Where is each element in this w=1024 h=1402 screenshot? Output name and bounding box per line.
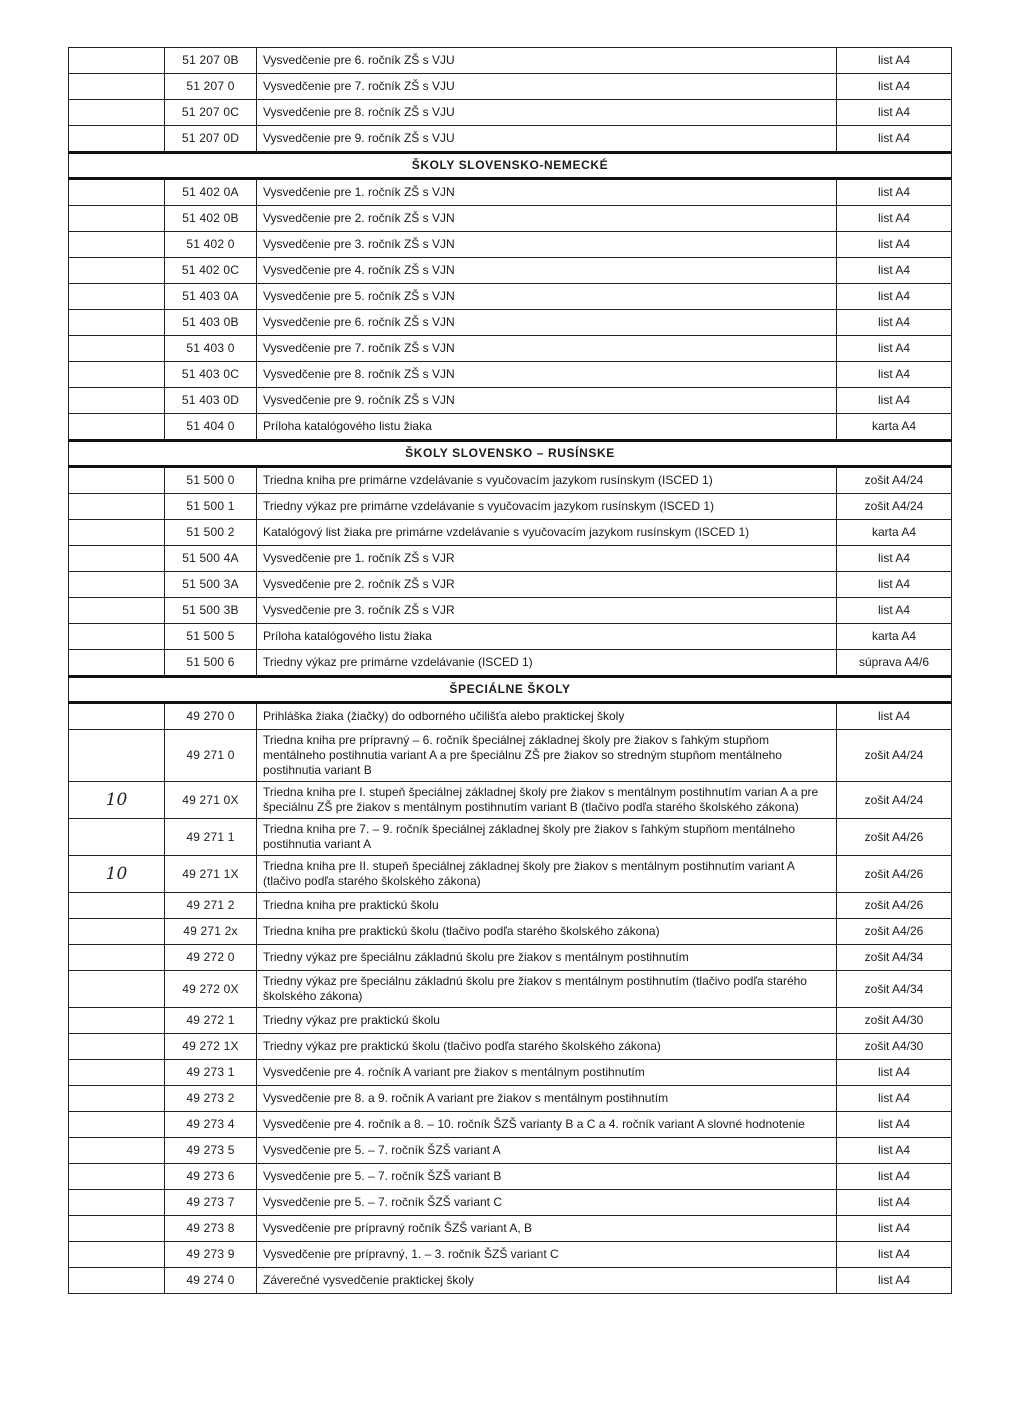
handwritten-mark: [69, 919, 165, 945]
table-row: [69, 100, 952, 126]
form-code: 49 270 0: [165, 703, 257, 730]
handwritten-mark: [69, 74, 165, 100]
form-code: 51 500 3A: [165, 572, 257, 598]
handwritten-mark: [69, 126, 165, 153]
form-code: 49 271 2x: [165, 919, 257, 945]
form-description: Príloha katalógového listu žiaka: [257, 624, 837, 650]
section-title: ŠPECIÁLNE ŠKOLY: [69, 677, 952, 703]
form-description: Vysvedčenie pre 9. ročník ZŠ s VJU: [257, 126, 837, 153]
form-format: list A4: [837, 1190, 952, 1216]
form-description: Vysvedčenie pre 6. ročník ZŠ s VJU: [257, 48, 837, 74]
table-row: [69, 1190, 952, 1216]
table-row: [69, 414, 952, 441]
form-code: 49 272 0X: [165, 971, 257, 1008]
form-code: 49 272 1X: [165, 1034, 257, 1060]
form-code: 49 271 1X: [165, 856, 257, 893]
table-row: [69, 1086, 952, 1112]
table-row: [69, 1008, 952, 1034]
form-description: Triedny výkaz pre špeciálnu základnú školu pre žiakov s mentálnym postihnutím (tlačivo podľa starého školského zákona): [257, 971, 837, 1008]
handwritten-mark: 10: [69, 782, 165, 819]
form-code: 51 500 0: [165, 467, 257, 494]
forms-catalog-body: [69, 48, 952, 1294]
table-row: [69, 1138, 952, 1164]
form-code: 51 404 0: [165, 414, 257, 441]
table-row: [69, 126, 952, 153]
form-format: karta A4: [837, 624, 952, 650]
form-format: zošit A4/26: [837, 919, 952, 945]
handwritten-mark: [69, 1112, 165, 1138]
form-format: list A4: [837, 1112, 952, 1138]
form-description: Vysvedčenie pre 5. – 7. ročník ŠZŠ variant A: [257, 1138, 837, 1164]
form-code: 51 403 0A: [165, 284, 257, 310]
table-row: [69, 179, 952, 206]
form-format: list A4: [837, 1216, 952, 1242]
form-format: list A4: [837, 598, 952, 624]
handwritten-mark: [69, 572, 165, 598]
table-row: [69, 1242, 952, 1268]
form-description: Vysvedčenie pre 2. ročník ZŠ s VJR: [257, 572, 837, 598]
form-code: 51 500 3B: [165, 598, 257, 624]
handwritten-mark: [69, 48, 165, 74]
handwritten-mark: [69, 1086, 165, 1112]
handwritten-mark: [69, 1138, 165, 1164]
form-code: 51 403 0C: [165, 362, 257, 388]
form-code: 49 273 1: [165, 1060, 257, 1086]
section-title: ŠKOLY SLOVENSKO-NEMECKÉ: [69, 153, 952, 179]
form-description: Triedny výkaz pre špeciálnu základnú školu pre žiakov s mentálnym postihnutím: [257, 945, 837, 971]
table-row: [69, 819, 952, 856]
form-format: zošit A4/30: [837, 1008, 952, 1034]
form-format: list A4: [837, 310, 952, 336]
form-description: Vysvedčenie pre 7. ročník ZŠ s VJN: [257, 336, 837, 362]
form-format: list A4: [837, 1164, 952, 1190]
form-code: 49 271 2: [165, 893, 257, 919]
form-description: Vysvedčenie pre 7. ročník ZŠ s VJU: [257, 74, 837, 100]
form-description: Vysvedčenie pre 1. ročník ZŠ s VJR: [257, 546, 837, 572]
handwritten-mark: [69, 179, 165, 206]
handwritten-mark: [69, 1268, 165, 1294]
table-row: [69, 971, 952, 1008]
form-format: zošit A4/30: [837, 1034, 952, 1060]
table-row: [69, 206, 952, 232]
form-code: 51 403 0: [165, 336, 257, 362]
form-format: list A4: [837, 48, 952, 74]
form-description: Triedna kniha pre primárne vzdelávanie s vyučovacím jazykom rusínskym (ISCED 1): [257, 467, 837, 494]
form-description: Triedna kniha pre 7. – 9. ročník špeciálnej základnej školy pre žiakov s ľahkým stupňom mentálneho postihnutia variant A: [257, 819, 837, 856]
table-row: [69, 945, 952, 971]
table-row: [69, 919, 952, 945]
table-row: [69, 494, 952, 520]
form-description: Vysvedčenie pre 8. a 9. ročník A variant pre žiakov s mentálnym postihnutím: [257, 1086, 837, 1112]
handwritten-mark: [69, 1060, 165, 1086]
form-code: 49 273 7: [165, 1190, 257, 1216]
handwritten-mark: [69, 362, 165, 388]
form-description: Triedny výkaz pre praktickú školu: [257, 1008, 837, 1034]
form-code: 49 271 1: [165, 819, 257, 856]
form-description: Vysvedčenie pre prípravný ročník ŠZŠ variant A, B: [257, 1216, 837, 1242]
form-format: list A4: [837, 546, 952, 572]
form-code: 49 272 1: [165, 1008, 257, 1034]
form-code: 51 207 0C: [165, 100, 257, 126]
form-format: súprava A4/6: [837, 650, 952, 677]
table-row: [69, 572, 952, 598]
form-description: Triedna kniha pre I. stupeň špeciálnej základnej školy pre žiakov s mentálnym postihnutím varian A a pre špeciálnu ZŠ pre žiakov s mentálnym postihnutím variant B (tlačivo podľa starého školského zákona): [257, 782, 837, 819]
form-format: zošit A4/24: [837, 467, 952, 494]
handwritten-mark: [69, 598, 165, 624]
table-row: [69, 388, 952, 414]
form-description: Triedny výkaz pre primárne vzdelávanie s vyučovacím jazykom rusínskym (ISCED 1): [257, 494, 837, 520]
form-code: 51 500 6: [165, 650, 257, 677]
table-row: [69, 467, 952, 494]
form-format: list A4: [837, 100, 952, 126]
form-description: Prihláška žiaka (žiačky) do odborného učilišťa alebo praktickej školy: [257, 703, 837, 730]
form-format: list A4: [837, 1086, 952, 1112]
form-format: zošit A4/26: [837, 856, 952, 893]
table-row: [69, 310, 952, 336]
table-row: [69, 893, 952, 919]
form-code: 51 403 0B: [165, 310, 257, 336]
form-description: Vysvedčenie pre 2. ročník ZŠ s VJN: [257, 206, 837, 232]
table-row: [69, 74, 952, 100]
handwritten-mark: [69, 730, 165, 782]
form-format: zošit A4/34: [837, 945, 952, 971]
form-format: zošit A4/24: [837, 782, 952, 819]
table-row: [69, 730, 952, 782]
form-code: 49 273 9: [165, 1242, 257, 1268]
form-format: list A4: [837, 1138, 952, 1164]
table-row: [69, 336, 952, 362]
table-row: [69, 232, 952, 258]
handwritten-mark: [69, 1164, 165, 1190]
form-description: Triedna kniha pre praktickú školu: [257, 893, 837, 919]
table-row: [69, 258, 952, 284]
table-row: [69, 1112, 952, 1138]
form-format: zošit A4/24: [837, 730, 952, 782]
handwritten-mark: [69, 1242, 165, 1268]
form-code: 49 273 2: [165, 1086, 257, 1112]
table-row: [69, 48, 952, 74]
form-format: list A4: [837, 1268, 952, 1294]
table-row: [69, 546, 952, 572]
form-format: list A4: [837, 336, 952, 362]
form-code: 49 273 8: [165, 1216, 257, 1242]
form-description: Vysvedčenie pre 3. ročník ZŠ s VJN: [257, 232, 837, 258]
table-row: [69, 1164, 952, 1190]
form-format: zošit A4/26: [837, 819, 952, 856]
forms-catalog-table: [68, 47, 952, 1294]
form-description: Vysvedčenie pre 3. ročník ZŠ s VJR: [257, 598, 837, 624]
form-format: karta A4: [837, 414, 952, 441]
handwritten-mark: [69, 520, 165, 546]
table-row: [69, 856, 952, 893]
handwritten-mark: [69, 945, 165, 971]
form-description: Vysvedčenie pre 5. ročník ZŠ s VJN: [257, 284, 837, 310]
form-description: Vysvedčenie pre 4. ročník a 8. – 10. ročník ŠZŠ varianty B a C a 4. ročník variant A slovné hodnotenie: [257, 1112, 837, 1138]
form-description: Triedna kniha pre praktickú školu (tlačivo podľa starého školského zákona): [257, 919, 837, 945]
table-row: [69, 624, 952, 650]
form-code: 51 500 4A: [165, 546, 257, 572]
form-description: Vysvedčenie pre prípravný, 1. – 3. ročník ŠZŠ variant C: [257, 1242, 837, 1268]
handwritten-mark: [69, 494, 165, 520]
form-format: list A4: [837, 572, 952, 598]
handwritten-mark: [69, 232, 165, 258]
form-format: list A4: [837, 258, 952, 284]
handwritten-mark: [69, 546, 165, 572]
form-code: 49 273 6: [165, 1164, 257, 1190]
form-format: zošit A4/34: [837, 971, 952, 1008]
form-code: 51 403 0D: [165, 388, 257, 414]
form-format: list A4: [837, 703, 952, 730]
handwritten-mark: [69, 893, 165, 919]
form-description: Príloha katalógového listu žiaka: [257, 414, 837, 441]
table-row: [69, 598, 952, 624]
form-description: Vysvedčenie pre 8. ročník ZŠ s VJU: [257, 100, 837, 126]
section-header-row: [69, 441, 952, 467]
handwritten-mark: [69, 414, 165, 441]
form-format: list A4: [837, 74, 952, 100]
table-row: [69, 782, 952, 819]
table-row: [69, 703, 952, 730]
table-row: [69, 284, 952, 310]
form-description: Vysvedčenie pre 1. ročník ZŠ s VJN: [257, 179, 837, 206]
form-format: list A4: [837, 1242, 952, 1268]
form-description: Vysvedčenie pre 6. ročník ZŠ s VJN: [257, 310, 837, 336]
table-row: [69, 520, 952, 546]
handwritten-mark: [69, 467, 165, 494]
form-description: Vysvedčenie pre 9. ročník ZŠ s VJN: [257, 388, 837, 414]
form-description: Triedny výkaz pre praktickú školu (tlačivo podľa starého školského zákona): [257, 1034, 837, 1060]
table-row: [69, 1268, 952, 1294]
form-description: Triedna kniha pre prípravný – 6. ročník špeciálnej základnej školy pre žiakov s ľahkým stupňom mentálneho postihnutia variant A a pre špeciálnu ZŠ pre žiakov so stredným stupňom mentálneho postihnutia variant B: [257, 730, 837, 782]
form-code: 49 272 0: [165, 945, 257, 971]
form-format: karta A4: [837, 520, 952, 546]
handwritten-mark: [69, 624, 165, 650]
section-header-row: [69, 153, 952, 179]
form-code: 51 402 0C: [165, 258, 257, 284]
form-format: list A4: [837, 362, 952, 388]
handwritten-mark: [69, 100, 165, 126]
form-format: list A4: [837, 232, 952, 258]
handwritten-mark: [69, 258, 165, 284]
form-code: 51 500 1: [165, 494, 257, 520]
form-description: Triedny výkaz pre primárne vzdelávanie (ISCED 1): [257, 650, 837, 677]
form-code: 49 273 4: [165, 1112, 257, 1138]
form-description: Vysvedčenie pre 4. ročník A variant pre žiakov s mentálnym postihnutím: [257, 1060, 837, 1086]
handwritten-mark: [69, 388, 165, 414]
handwritten-mark: [69, 971, 165, 1008]
form-description: Vysvedčenie pre 8. ročník ZŠ s VJN: [257, 362, 837, 388]
form-code: 49 273 5: [165, 1138, 257, 1164]
form-code: 49 271 0X: [165, 782, 257, 819]
handwritten-mark: [69, 1034, 165, 1060]
handwritten-mark: [69, 819, 165, 856]
handwritten-mark: [69, 1216, 165, 1242]
form-description: Triedna kniha pre II. stupeň špeciálnej základnej školy pre žiakov s mentálnym postihnutím variant A (tlačivo podľa starého školského zákona): [257, 856, 837, 893]
section-header-row: [69, 677, 952, 703]
handwritten-mark: [69, 310, 165, 336]
handwritten-mark: [69, 336, 165, 362]
form-format: list A4: [837, 126, 952, 153]
table-row: [69, 1216, 952, 1242]
handwritten-mark: [69, 284, 165, 310]
form-description: Vysvedčenie pre 5. – 7. ročník ŠZŠ variant B: [257, 1164, 837, 1190]
handwritten-mark: [69, 1190, 165, 1216]
form-format: list A4: [837, 206, 952, 232]
handwritten-mark: [69, 206, 165, 232]
table-row: [69, 362, 952, 388]
form-code: 51 500 5: [165, 624, 257, 650]
form-format: list A4: [837, 179, 952, 206]
section-title: ŠKOLY SLOVENSKO – RUSÍNSKE: [69, 441, 952, 467]
form-code: 51 402 0A: [165, 179, 257, 206]
form-code: 49 271 0: [165, 730, 257, 782]
form-code: 51 500 2: [165, 520, 257, 546]
form-code: 51 207 0: [165, 74, 257, 100]
form-code: 51 207 0B: [165, 48, 257, 74]
form-format: list A4: [837, 1060, 952, 1086]
handwritten-mark: [69, 650, 165, 677]
handwritten-mark: [69, 1008, 165, 1034]
form-description: Vysvedčenie pre 4. ročník ZŠ s VJN: [257, 258, 837, 284]
form-code: 49 274 0: [165, 1268, 257, 1294]
table-row: [69, 650, 952, 677]
form-format: zošit A4/26: [837, 893, 952, 919]
form-format: zošit A4/24: [837, 494, 952, 520]
form-description: Vysvedčenie pre 5. – 7. ročník ŠZŠ variant C: [257, 1190, 837, 1216]
handwritten-mark: 10: [69, 856, 165, 893]
form-format: list A4: [837, 388, 952, 414]
form-code: 51 402 0: [165, 232, 257, 258]
form-format: list A4: [837, 284, 952, 310]
handwritten-mark: [69, 703, 165, 730]
form-description: Záverečné vysvedčenie praktickej školy: [257, 1268, 837, 1294]
table-row: [69, 1034, 952, 1060]
form-description: Katalógový list žiaka pre primárne vzdelávanie s vyučovacím jazykom rusínskym (ISCED 1): [257, 520, 837, 546]
form-code: 51 402 0B: [165, 206, 257, 232]
form-code: 51 207 0D: [165, 126, 257, 153]
table-row: [69, 1060, 952, 1086]
